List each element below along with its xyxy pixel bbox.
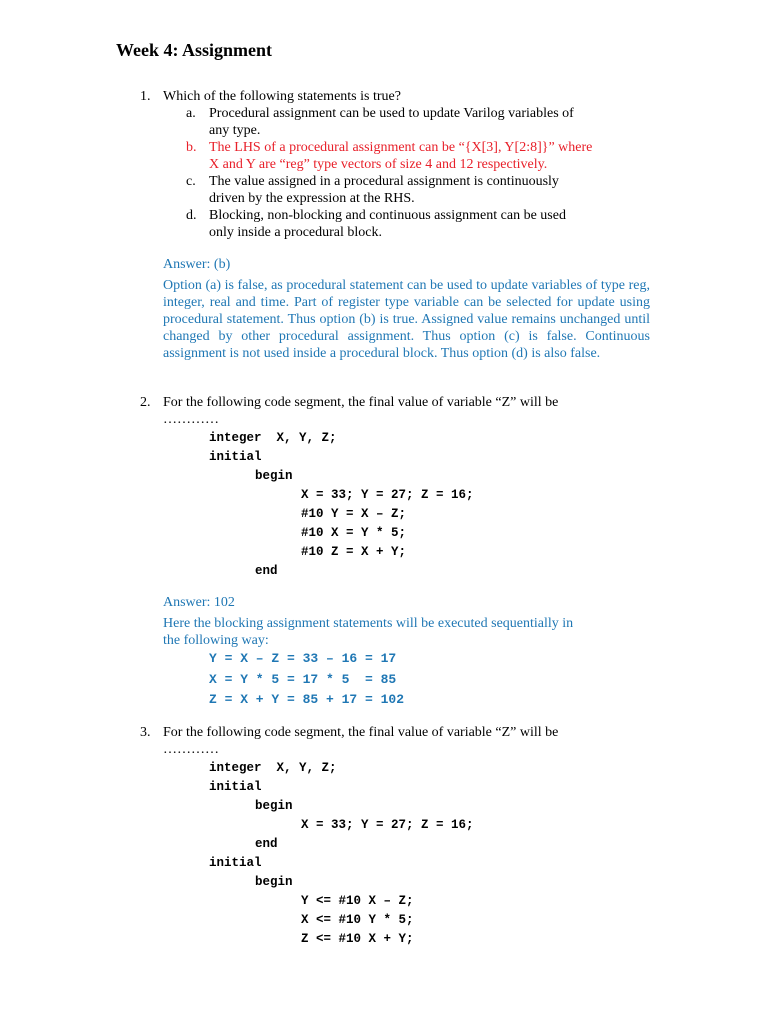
code-line: begin (255, 799, 293, 813)
code-line: #10 X = Y * 5; (301, 526, 407, 540)
code-line: #10 Y = X – Z; (301, 507, 407, 521)
code-line: initial (209, 450, 262, 464)
question-number: 2. (140, 395, 151, 410)
question-dots: ………… (163, 742, 219, 757)
question-number: 3. (140, 725, 151, 740)
code-line: initial (209, 780, 262, 794)
option-letter: a. (186, 106, 196, 121)
answer-step: Y = X – Z = 33 – 16 = 17 (209, 651, 397, 666)
question-text: For the following code segment, the final value of variable “Z” will be (163, 395, 559, 410)
code-line: Z <= #10 X + Y; (301, 932, 414, 946)
answer-explanation: the following way: (163, 633, 269, 648)
answer-label: Answer: (b) (163, 257, 231, 272)
option-text: The value assigned in a procedural assignment is continuously (209, 174, 559, 189)
code-line: integer X, Y, Z; (209, 761, 337, 775)
code-line: X = 33; Y = 27; Z = 16; (301, 488, 474, 502)
code-line: Y <= #10 X – Z; (301, 894, 414, 908)
answer-explanation: Option (a) is false, as procedural statement can be used to update variables of type reg, integer, real and time. Part of register type variable can be selected for update using procedural statement. Thus option (b) is true. Assigned value remains unchanged until changed by other procedural assignment. Thus option (c) is false. Continuous assignment is not used inside a procedural block. Thus option (d) is also false. (163, 278, 650, 361)
option-letter: d. (186, 208, 197, 223)
option-text: Procedural assignment can be used to update Varilog variables of (209, 106, 574, 121)
answer-step: Z = X + Y = 85 + 17 = 102 (209, 692, 405, 707)
code-line: integer X, Y, Z; (209, 431, 337, 445)
question-number: 1. (140, 89, 151, 104)
question-dots: ………… (163, 412, 219, 427)
option-text-correct: The LHS of a procedural assignment can be “{X[3], Y[2:8]}” where (209, 140, 593, 155)
answer-step: X = Y * 5 = 17 * 5 = 85 (209, 672, 397, 687)
option-text: driven by the expression at the RHS. (209, 191, 415, 206)
option-text: Blocking, non-blocking and continuous assignment can be used (209, 208, 566, 223)
option-text: only inside a procedural block. (209, 225, 383, 240)
code-line: begin (255, 875, 293, 889)
option-letter: c. (186, 174, 196, 189)
option-letter-correct: b. (186, 140, 197, 155)
code-line: initial (209, 856, 262, 870)
question-text: Which of the following statements is true? (163, 89, 401, 104)
page-title: Week 4: Assignment (116, 40, 273, 60)
answer-label: Answer: 102 (163, 595, 235, 610)
question-text: For the following code segment, the final value of variable “Z” will be (163, 725, 559, 740)
answer-explanation: Here the blocking assignment statements will be executed sequentially in (163, 616, 574, 631)
code-line: begin (255, 469, 293, 483)
option-text: any type. (209, 123, 261, 138)
code-line: #10 Z = X + Y; (301, 545, 407, 559)
code-line: X = 33; Y = 27; Z = 16; (301, 818, 474, 832)
code-line: end (255, 564, 278, 578)
code-line: X <= #10 Y * 5; (301, 913, 414, 927)
option-text-correct: X and Y are “reg” type vectors of size 4 and 12 respectively. (209, 157, 548, 172)
code-line: end (255, 837, 278, 851)
